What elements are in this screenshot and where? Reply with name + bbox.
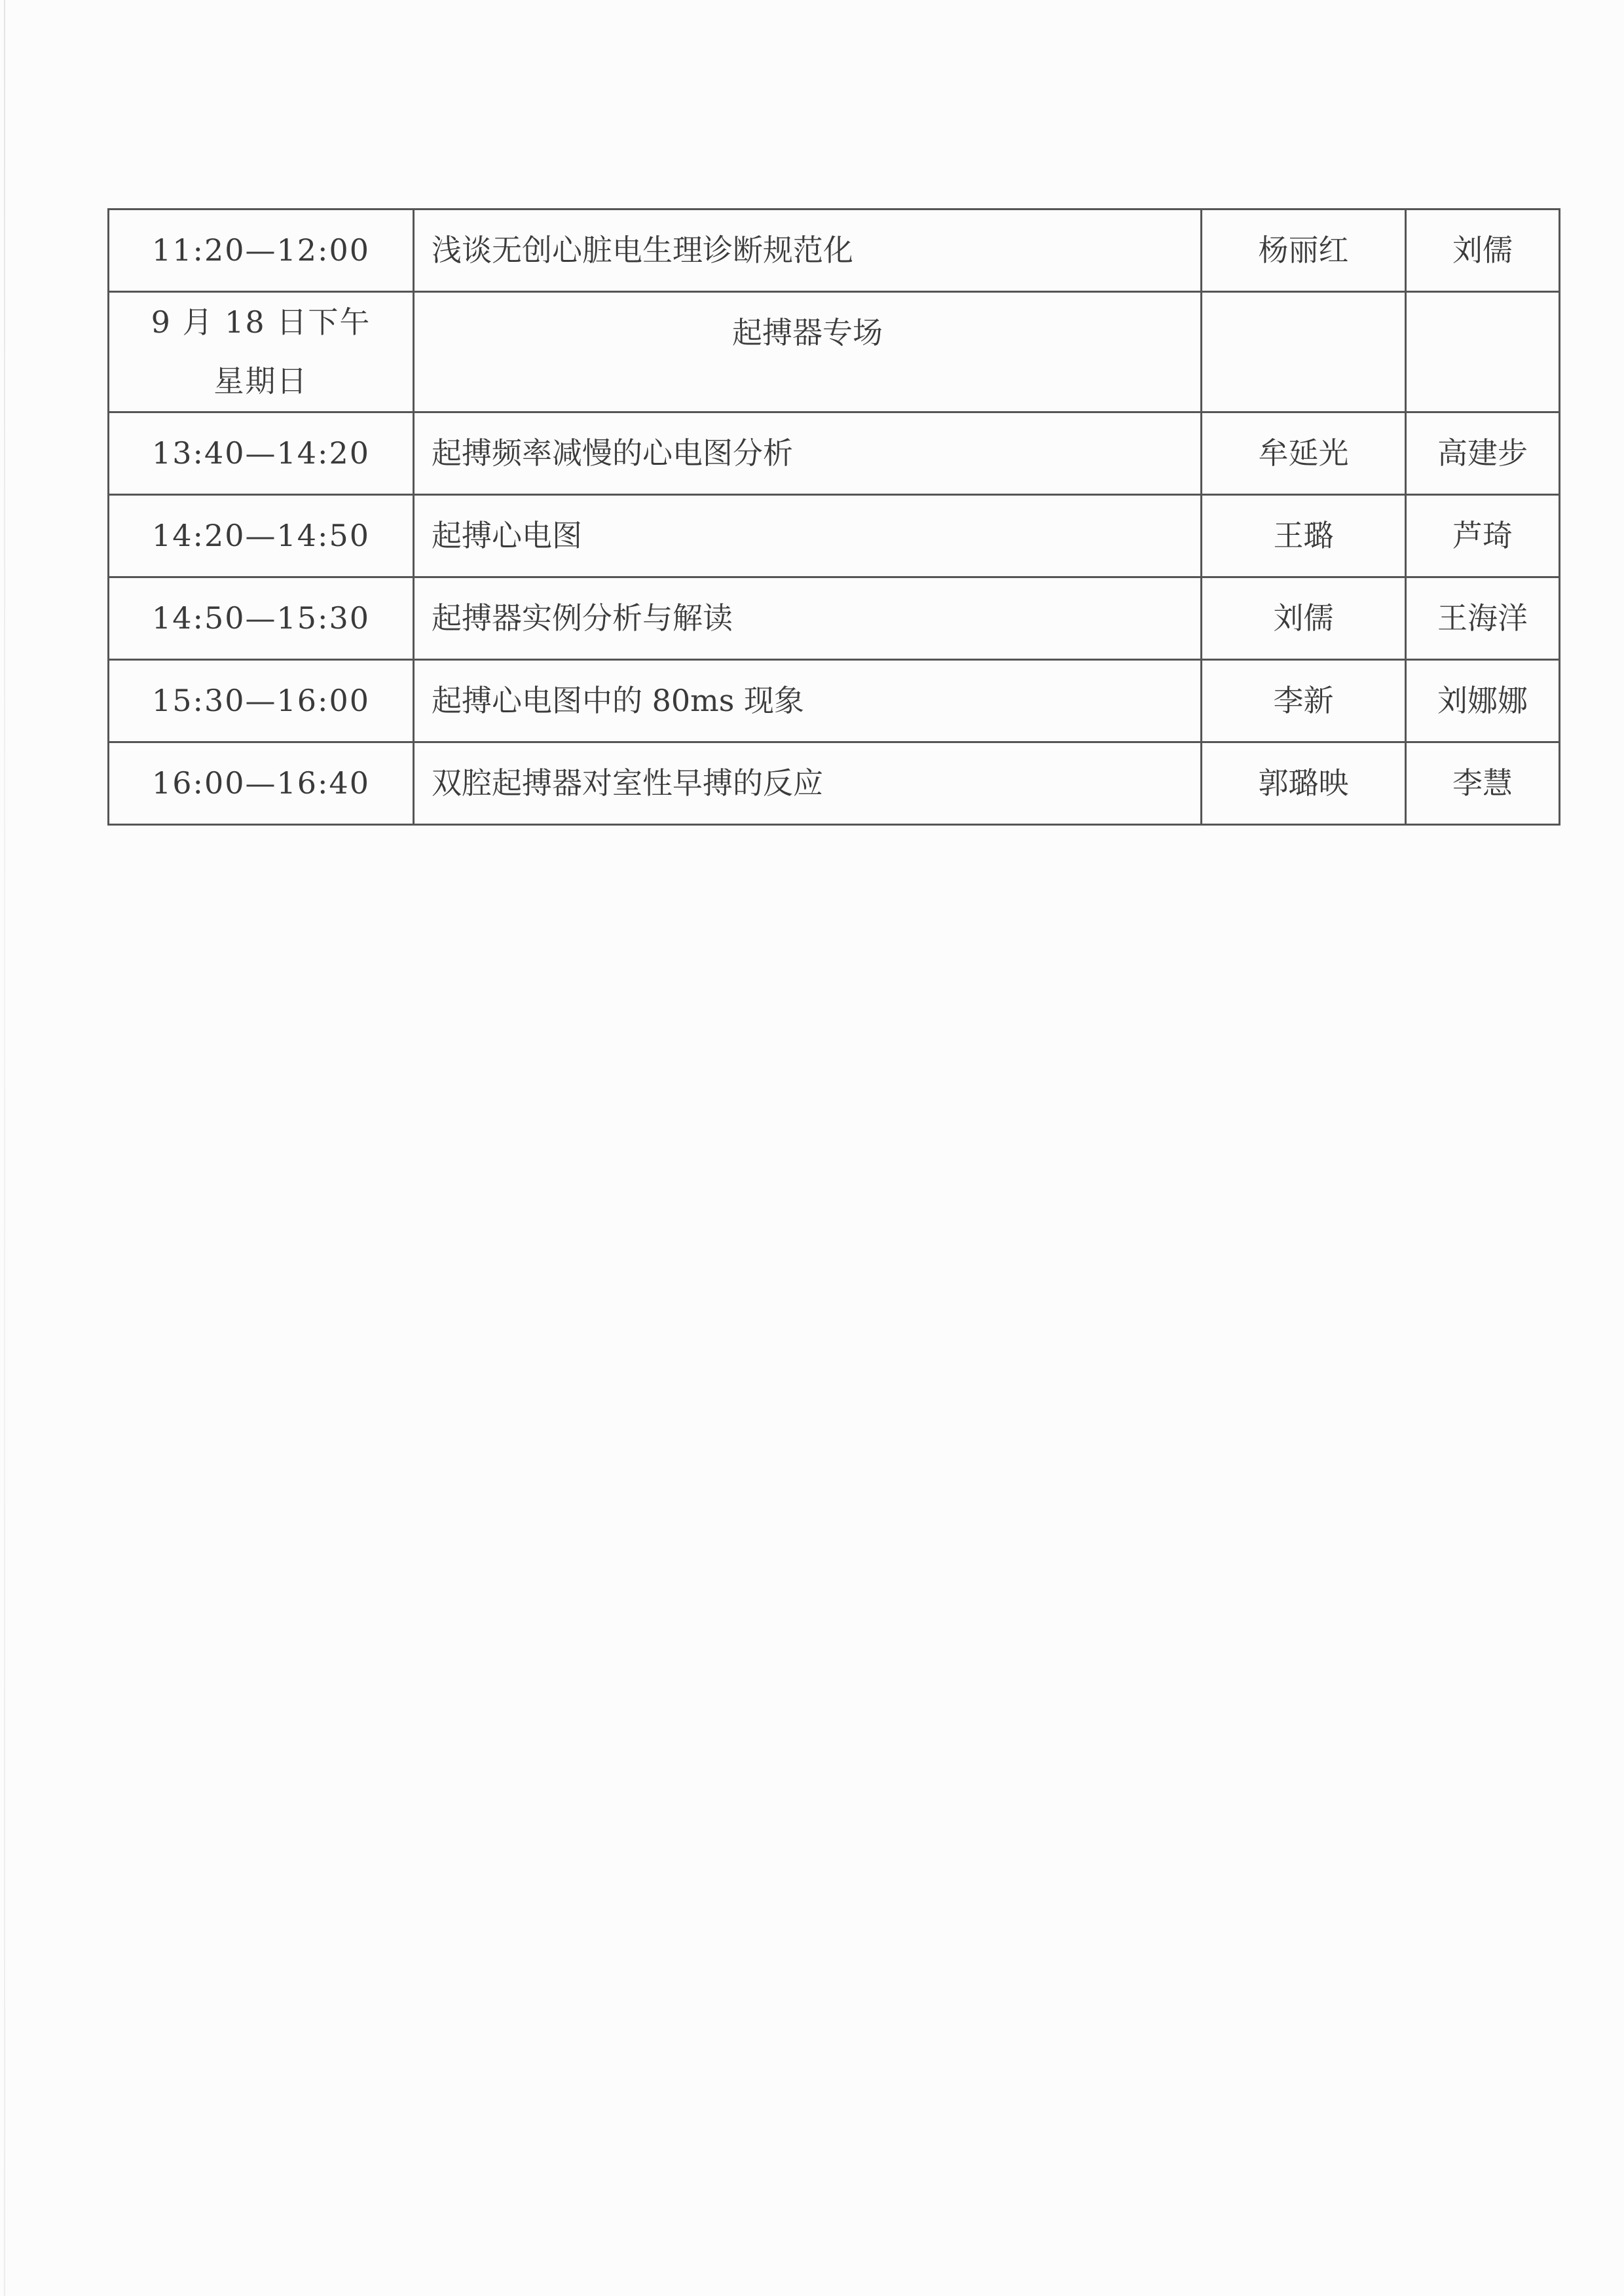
empty-cell: [1202, 292, 1406, 412]
empty-cell: [1406, 292, 1560, 412]
speaker-cell: 杨丽红: [1202, 210, 1406, 292]
table-row: [109, 495, 1560, 577]
topic-cell: 浅谈无创心脏电生理诊断规范化: [414, 210, 1202, 292]
chair-cell: 王海洋: [1406, 577, 1560, 660]
speaker-cell: 李新: [1202, 660, 1406, 742]
chair-cell: 李慧: [1406, 742, 1560, 825]
table-row: [109, 742, 1560, 825]
time-cell: 14:20—14:50: [109, 495, 414, 577]
section-title: 起搏器专场: [414, 292, 1202, 412]
topic-cell: 起搏频率减慢的心电图分析: [414, 412, 1202, 495]
schedule-table: [107, 208, 1560, 826]
topic-cell: 起搏心电图: [414, 495, 1202, 577]
section-header-row: [109, 292, 1560, 412]
time-cell: 13:40—14:20: [109, 412, 414, 495]
table-row: [109, 210, 1560, 292]
chair-cell: 芦琦: [1406, 495, 1560, 577]
chair-cell: 刘儒: [1406, 210, 1560, 292]
time-cell: 14:50—15:30: [109, 577, 414, 660]
topic-cell: 起搏器实例分析与解读: [414, 577, 1202, 660]
time-cell: 16:00—16:40: [109, 742, 414, 825]
table-row: [109, 577, 1560, 660]
chair-cell: 刘娜娜: [1406, 660, 1560, 742]
time-cell: 11:20—12:00: [109, 210, 414, 292]
speaker-cell: 郭璐映: [1202, 742, 1406, 825]
chair-cell: 高建步: [1406, 412, 1560, 495]
topic-cell: 起搏心电图中的 80ms 现象: [414, 660, 1202, 742]
table-row: [109, 660, 1560, 742]
speaker-cell: 刘儒: [1202, 577, 1406, 660]
date-cell: [109, 292, 414, 412]
speaker-cell: 牟延光: [1202, 412, 1406, 495]
date-line: 9 月 18 日下午: [151, 304, 371, 340]
topic-cell: 双腔起搏器对室性早搏的反应: [414, 742, 1202, 825]
table-row: [109, 412, 1560, 495]
page-edge-shadow: [4, 0, 5, 2296]
weekday-line: 星期日: [213, 363, 308, 399]
time-cell: 15:30—16:00: [109, 660, 414, 742]
speaker-cell: 王璐: [1202, 495, 1406, 577]
